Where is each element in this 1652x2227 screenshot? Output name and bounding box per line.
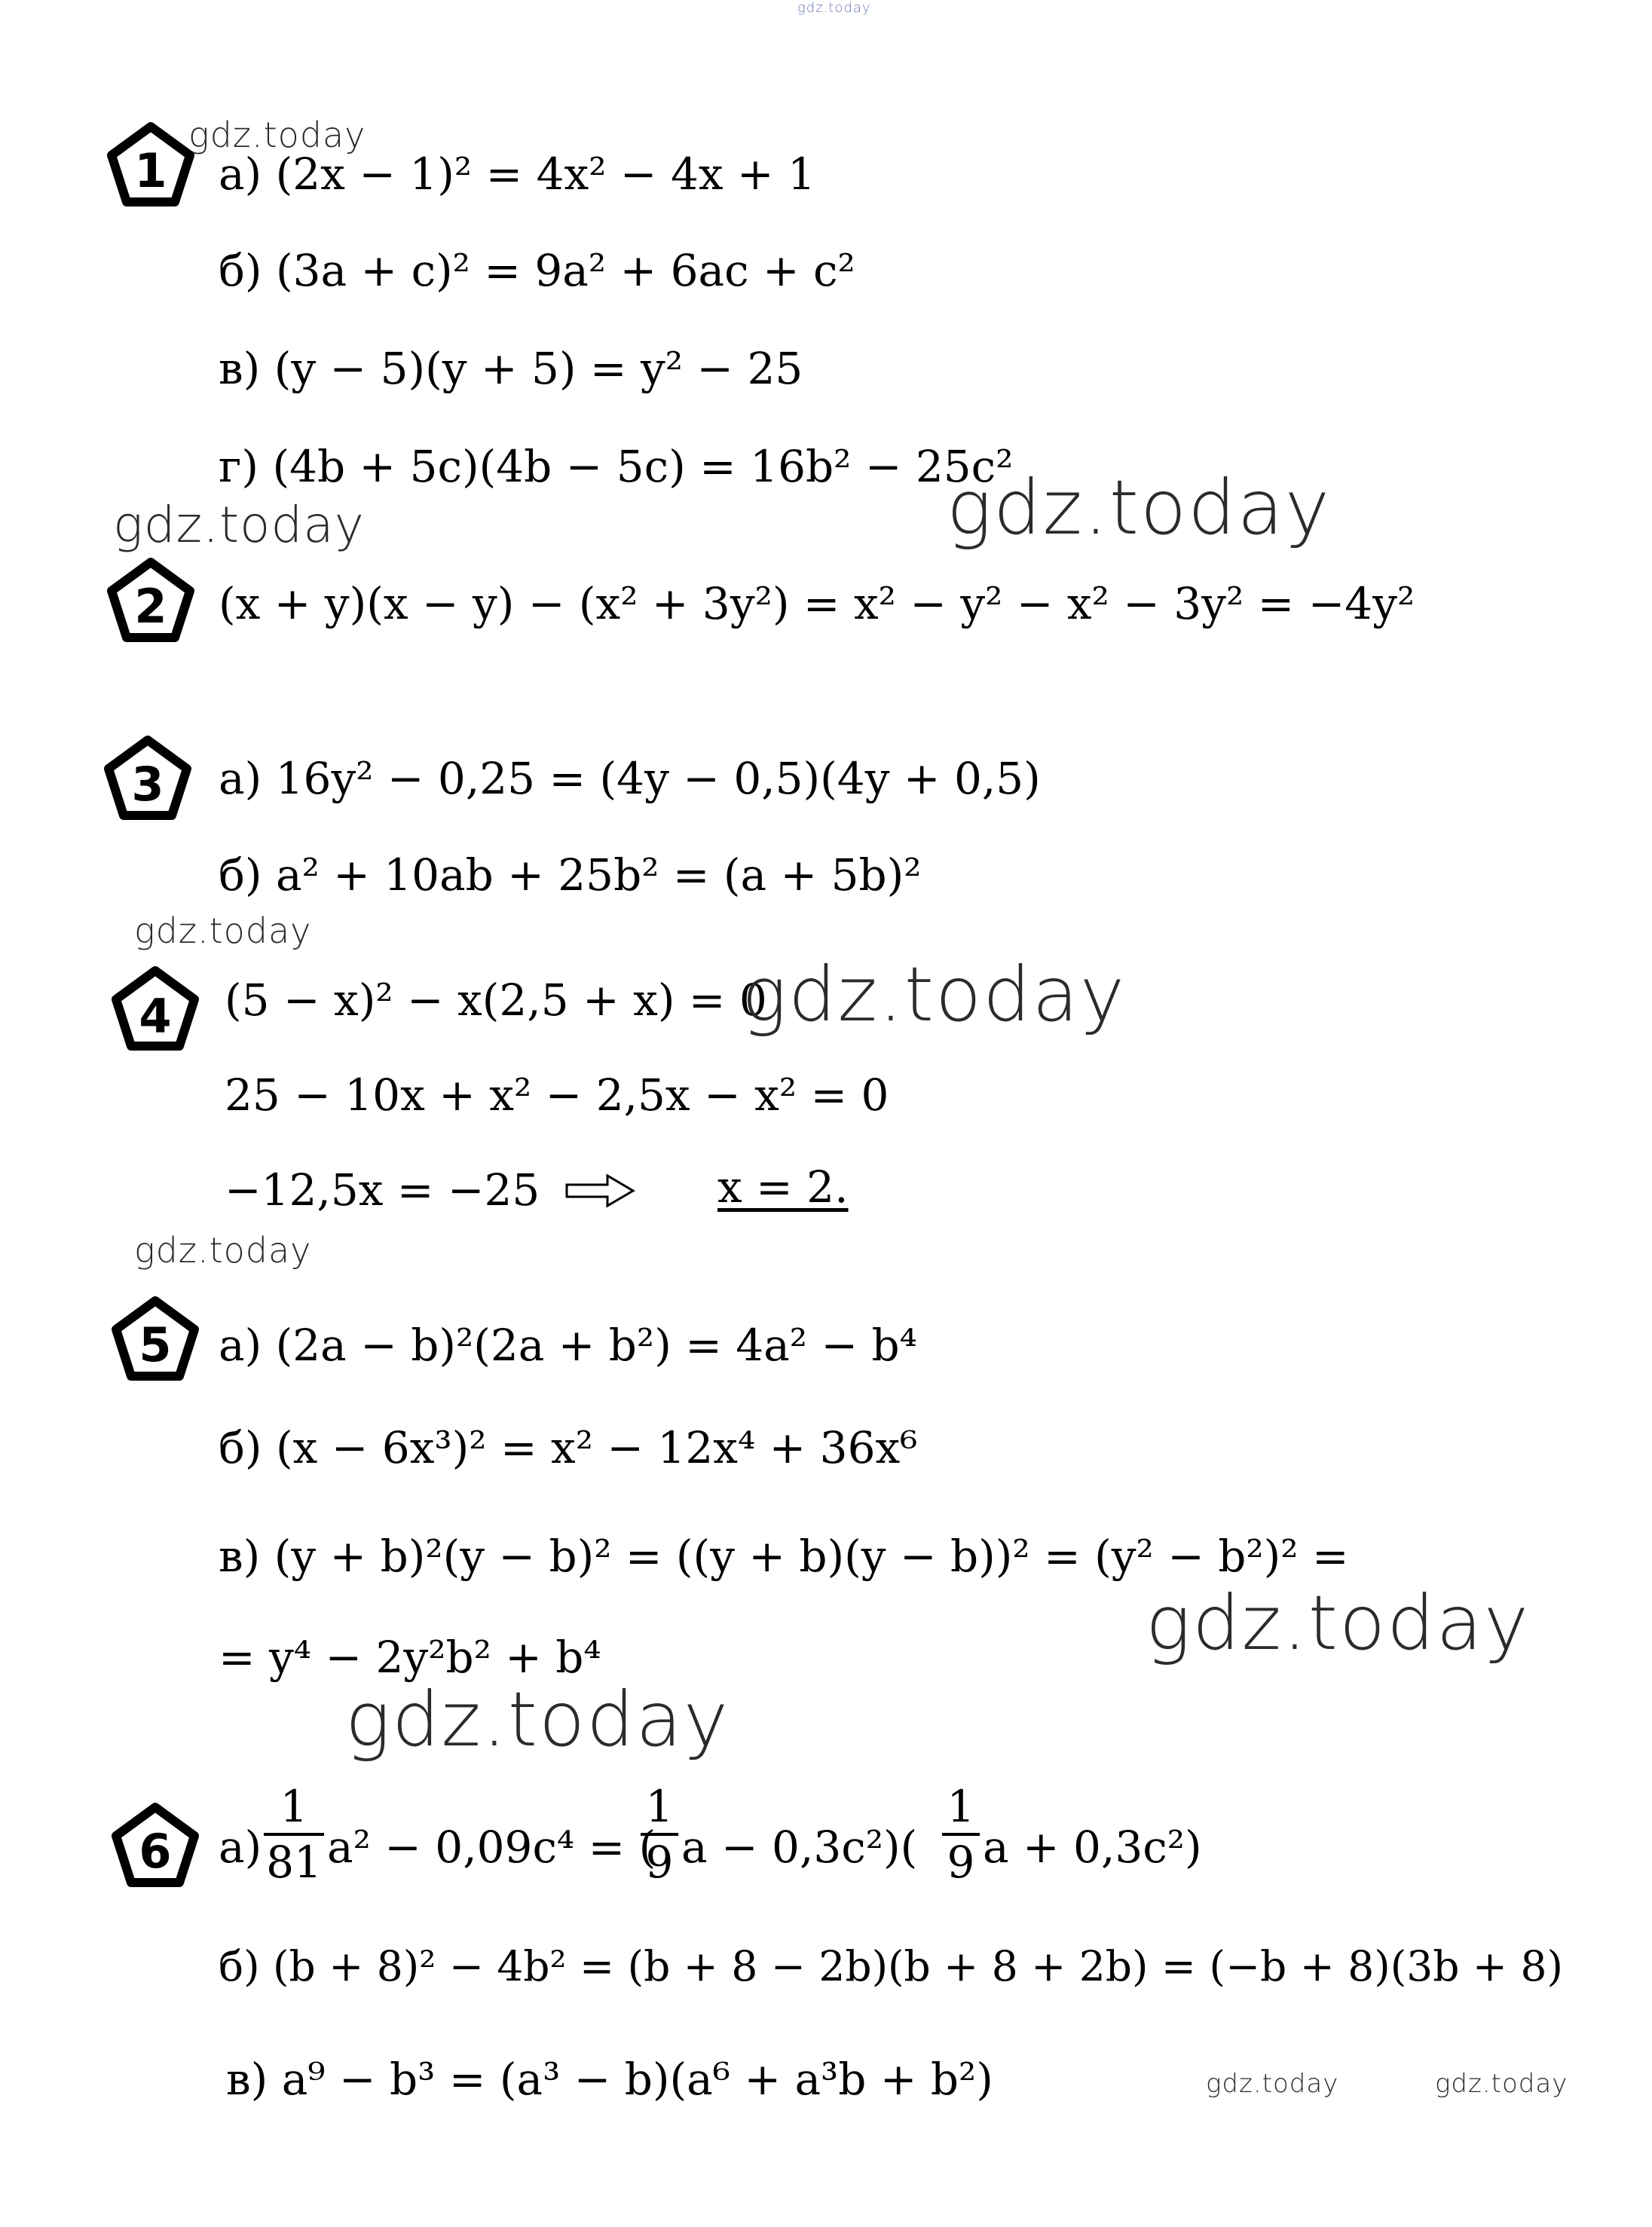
task5-a: а) (2a − b)²(2a + b²) = 4a² − b⁴ [219,1320,917,1371]
fraction-denominator: 81 [266,1837,322,1888]
task6-a-label: а) [219,1822,262,1873]
watermark: gdz.today [1435,2069,1568,2099]
task-number-3-label: 3 [131,757,164,812]
task1-a: а) (2x − 1)² = 4x² − 4x + 1 [219,148,815,200]
watermark: gdz.today [947,463,1332,552]
task1-g: г) (4b + 5c)(4b − 5c) = 16b² − 25c² [219,441,1014,492]
fraction-numerator: 1 [645,1781,674,1832]
task1-v: в) (y − 5)(y + 5) = y² − 25 [219,343,803,394]
fraction-denominator: 9 [645,1837,674,1888]
task5-v-continued: = y⁴ − 2y²b² + b⁴ [219,1632,601,1683]
right-arrow-icon [564,1173,636,1209]
watermark-top: gdz.today [797,0,871,16]
watermark: gdz.today [742,950,1127,1039]
task-number-2 [106,556,196,647]
watermark: gdz.today [134,910,312,951]
task6-a-middle-2: a − 0,3c²)( [681,1822,918,1873]
task4-answer: x = 2. [717,1161,849,1213]
task-number-4-label: 4 [139,989,172,1044]
task-number-4 [110,965,200,1055]
fraction-bar [942,1833,980,1836]
task2-line: (x + y)(x − y) − (x² + 3y²) = x² − y² − x² − 3y² = −4y² [219,578,1415,629]
task-number-3 [102,734,193,824]
fraction-bar [264,1833,324,1836]
task6-b: б) (b + 8)² − 4b² = (b + 8 − 2b)(b + 8 + 2b) = (−b + 8)(3b + 8) [219,1942,1563,1990]
task6-a-fraction-2 [641,1781,678,1888]
task-number-1-label: 1 [134,143,167,198]
task6-v: в) a⁹ − b³ = (a³ − b)(a⁶ + a³b + b²) [226,2054,993,2105]
fraction-numerator: 1 [947,1781,975,1832]
watermark: gdz.today [134,1230,312,1271]
task-number-6 [110,1801,200,1892]
task6-a-end: a + 0,3c²) [983,1822,1202,1873]
task4-line2: 25 − 10x + x² − 2,5x − x² = 0 [225,1069,889,1121]
task-number-2-label: 2 [134,579,167,634]
task-number-5-label: 5 [139,1317,172,1372]
task6-a-fraction-3 [942,1781,980,1888]
fraction-denominator: 9 [947,1837,975,1888]
task-number-1 [106,121,196,211]
watermark: gdz.today [1206,2069,1339,2099]
task-number-5 [110,1295,200,1385]
task5-v: в) (y + b)²(y − b)² = ((y + b)(y − b))² = (y² − b²)² = [219,1531,1349,1582]
task3-a: а) 16y² − 0,25 = (4y − 0,5)(4y + 0,5) [219,753,1041,804]
task5-b: б) (x − 6x³)² = x² − 12x⁴ + 36x⁶ [219,1422,918,1473]
fraction-numerator: 1 [280,1781,308,1832]
watermark: gdz.today [188,115,366,155]
watermark: gdz.today [113,496,365,554]
task-number-6-label: 6 [139,1824,172,1879]
watermark: gdz.today [345,1675,730,1764]
task4-line3: −12,5x = −25 [225,1164,540,1216]
task1-b: б) (3a + c)² = 9a² + 6ac + c² [219,245,855,296]
task6-a-middle: a² − 0,09c⁴ = ( [327,1822,656,1873]
task6-a-fraction-1 [264,1781,324,1888]
task4-line1: (5 − x)² − x(2,5 + x) = 0 [225,974,767,1026]
fraction-bar [641,1833,678,1836]
watermark: gdz.today [1146,1579,1531,1667]
task3-b: б) a² + 10ab + 25b² = (a + 5b)² [219,849,922,901]
